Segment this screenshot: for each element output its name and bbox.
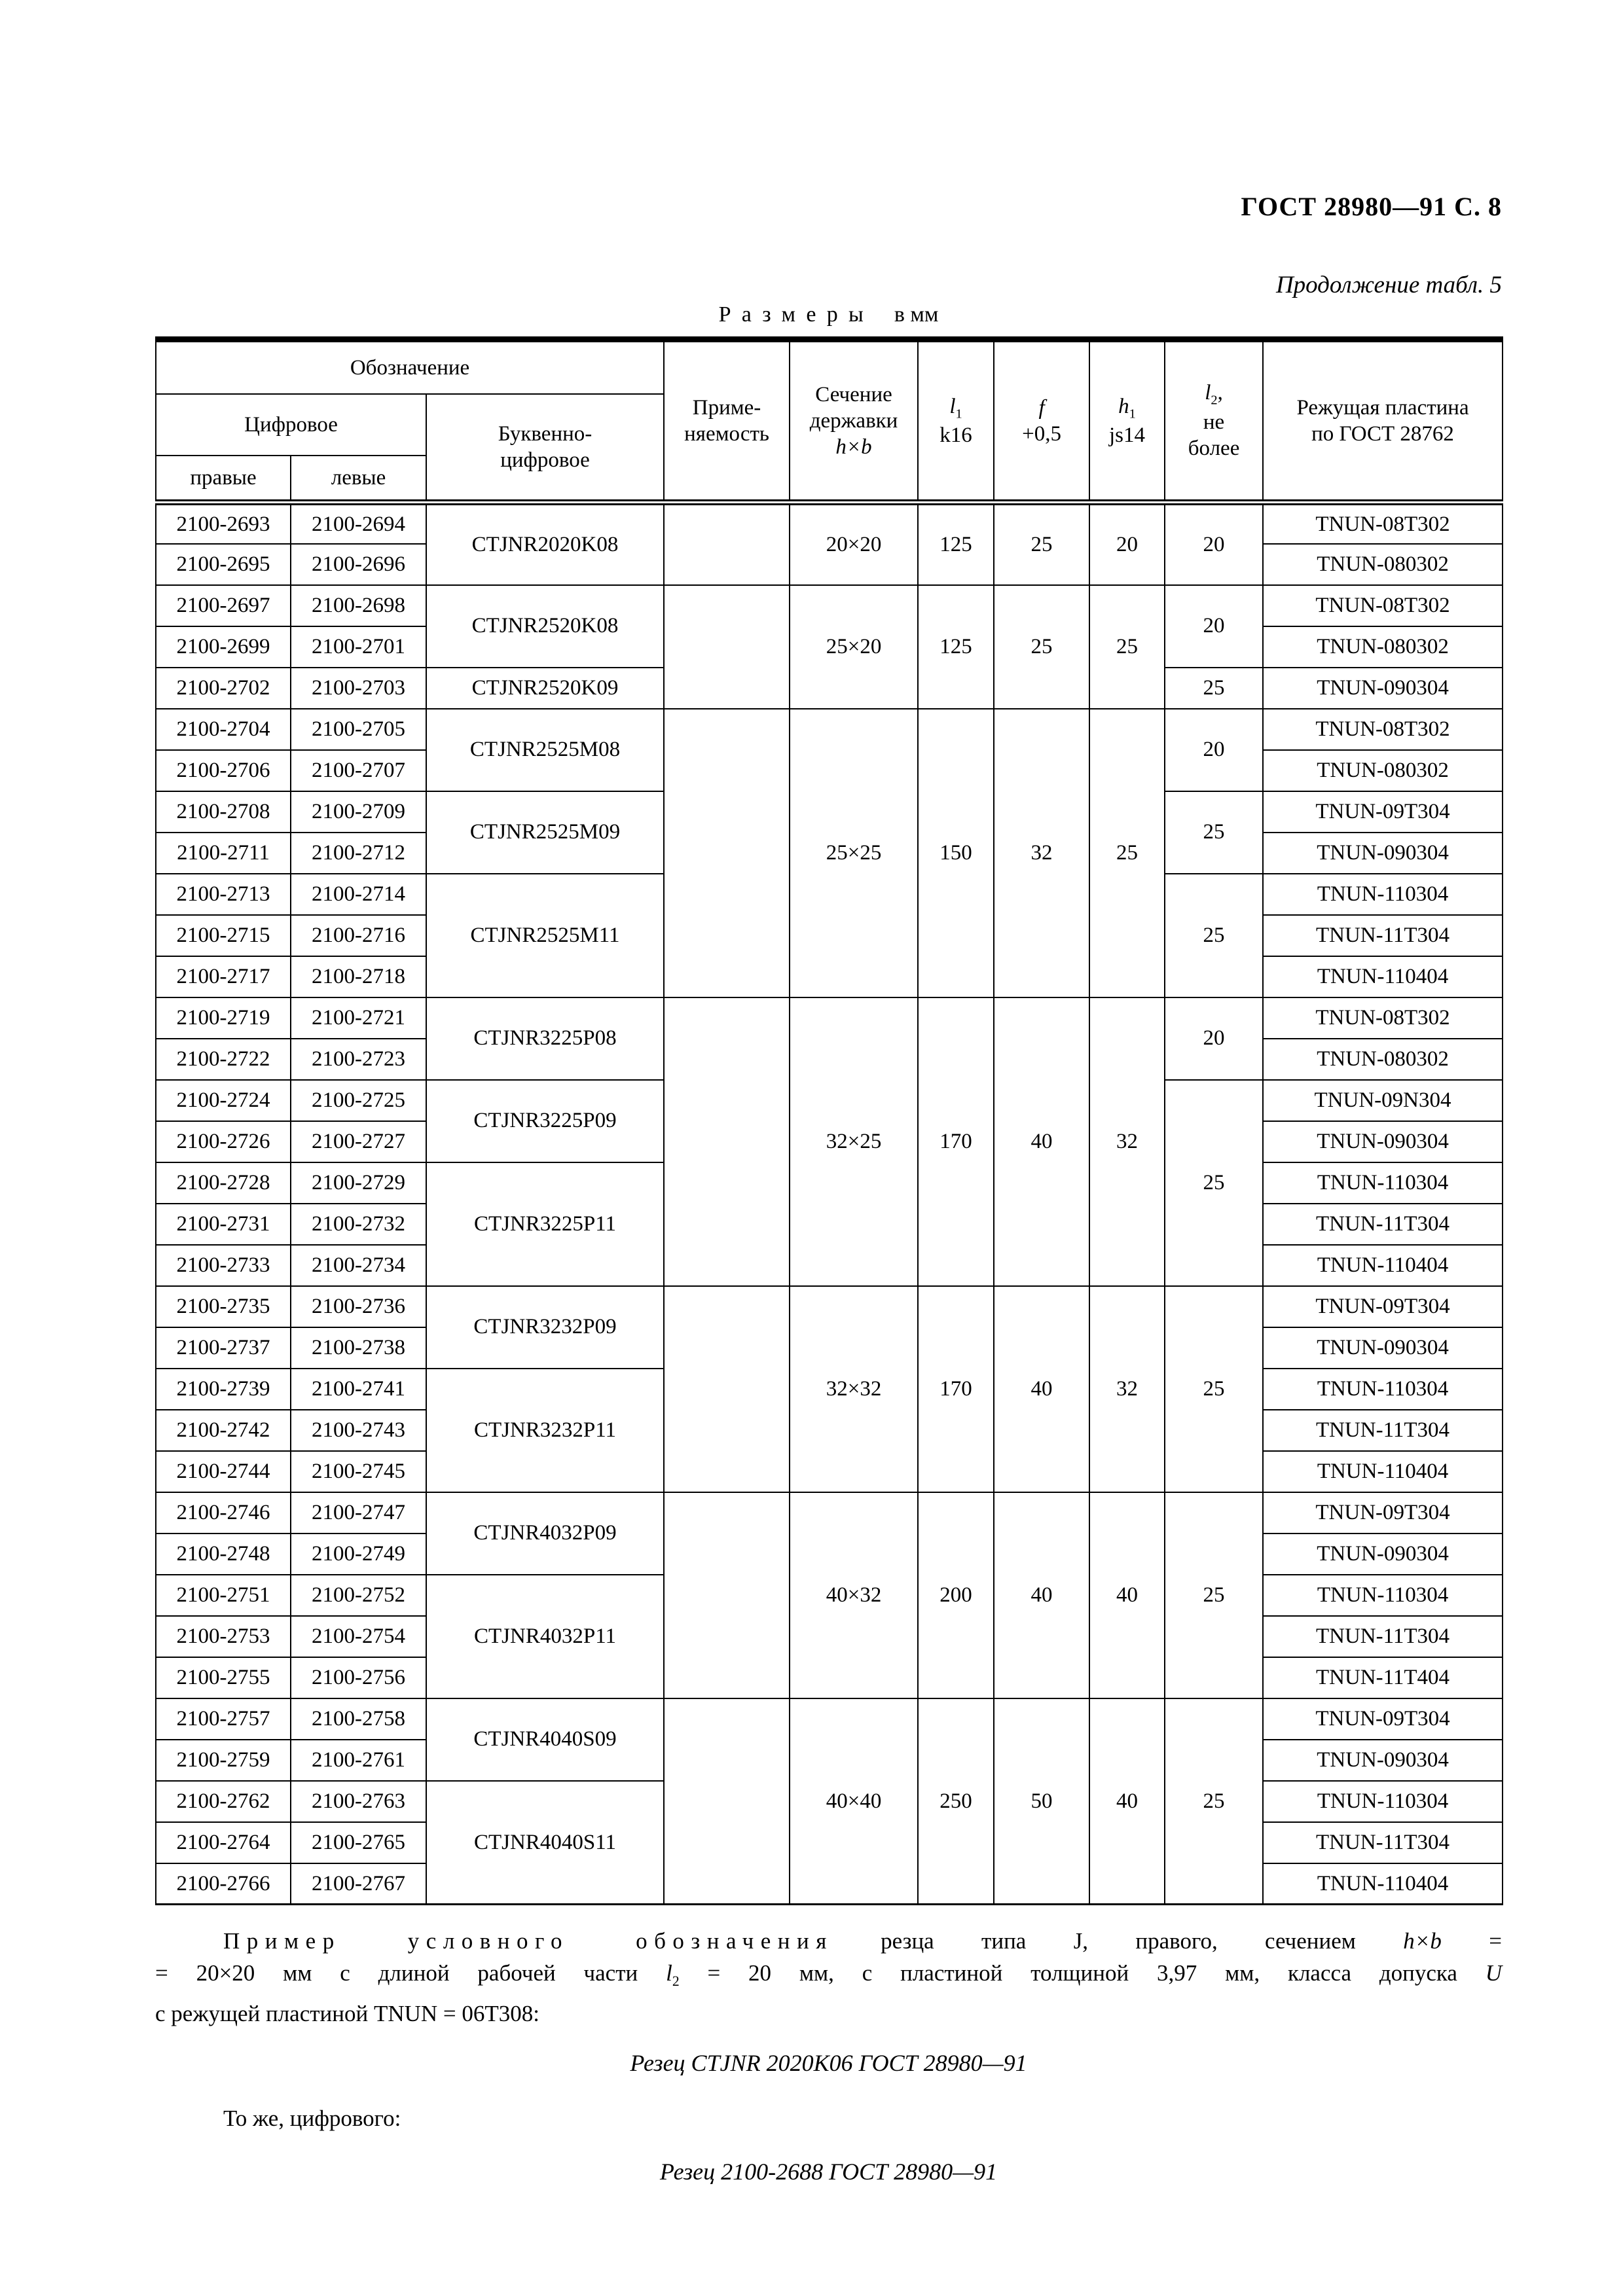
cell-designation-left: 2100-2705 [291,709,426,750]
cell-designation-right: 2100-2744 [156,1451,291,1492]
table-row [156,997,1503,1039]
table-continuation-note: Продолжение табл. 5 [1275,272,1502,298]
cell-plate: TNUN-08T302 [1263,585,1503,626]
cell-designation-right: 2100-2762 [156,1781,291,1822]
cell-designation-right: 2100-2753 [156,1616,291,1657]
col-header-right: правые [156,456,291,503]
cell-l2: 20 [1165,997,1263,1080]
cell-l1: 250 [918,1698,994,1905]
cell-designation-right: 2100-2739 [156,1369,291,1410]
cell-h1: 32 [1089,1286,1165,1492]
cell-h1: 20 [1089,503,1165,585]
cell-plate: TNUN-110304 [1263,1781,1503,1822]
cell-designation-left: 2100-2736 [291,1286,426,1327]
cell-h1: 40 [1089,1492,1165,1698]
cell-alphanumeric-designation: CTJNR2520K09 [426,668,664,709]
cell-l1: 150 [918,709,994,997]
cell-l2: 20 [1165,585,1263,668]
cell-plate: TNUN-090304 [1263,1740,1503,1781]
cell-plate: TNUN-09T304 [1263,791,1503,833]
cell-applicability [664,1492,790,1698]
cell-plate: TNUN-090304 [1263,1327,1503,1369]
dimensions-table [155,336,1503,1905]
table-row [156,1698,1503,1740]
cell-plate: TNUN-11T304 [1263,1822,1503,1863]
cell-plate: TNUN-11T304 [1263,1410,1503,1451]
cell-alphanumeric-designation: CTJNR2525M09 [426,791,664,874]
col-header-digital: Цифровое [156,394,426,456]
cell-l2: 25 [1165,1286,1263,1492]
table-row [156,709,1503,750]
cell-plate: TNUN-090304 [1263,1121,1503,1162]
cell-alphanumeric-designation: CTJNR4040S11 [426,1781,664,1905]
cell-plate: TNUN-08T302 [1263,997,1503,1039]
cell-plate: TNUN-090304 [1263,833,1503,874]
cell-l1: 170 [918,997,994,1286]
col-header-alphanumeric: Буквенно- цифровое [426,394,664,503]
cell-plate: TNUN-090304 [1263,1534,1503,1575]
same-digital-note: То же, цифрового: [223,2106,401,2131]
cell-designation-left: 2100-2721 [291,997,426,1039]
cell-designation-left: 2100-2734 [291,1245,426,1286]
cell-l2: 25 [1165,1698,1263,1905]
cell-applicability [664,709,790,997]
cell-designation-right: 2100-2702 [156,668,291,709]
cell-designation-right: 2100-2708 [156,791,291,833]
cell-designation-right: 2100-2764 [156,1822,291,1863]
cell-designation-left: 2100-2743 [291,1410,426,1451]
cell-designation-left: 2100-2729 [291,1162,426,1204]
table-row [156,1492,1503,1534]
cell-alphanumeric-designation: CTJNR3232P11 [426,1369,664,1492]
cell-plate: TNUN-080302 [1263,750,1503,791]
cell-designation-left: 2100-2765 [291,1822,426,1863]
cell-plate: TNUN-09T304 [1263,1492,1503,1534]
cell-designation-right: 2100-2733 [156,1245,291,1286]
cell-designation-left: 2100-2752 [291,1575,426,1616]
cell-section: 20×20 [790,503,918,585]
cell-designation-right: 2100-2711 [156,833,291,874]
cell-designation-left: 2100-2754 [291,1616,426,1657]
cell-designation-right: 2100-2722 [156,1039,291,1080]
cell-applicability [664,1286,790,1492]
cell-designation-right: 2100-2699 [156,626,291,668]
table-row [156,1286,1503,1327]
cell-designation-right: 2100-2742 [156,1410,291,1451]
cell-alphanumeric-designation: CTJNR2520K08 [426,585,664,668]
cell-plate: TNUN-09N304 [1263,1080,1503,1121]
cell-plate: TNUN-11T404 [1263,1657,1503,1698]
cell-designation-right: 2100-2726 [156,1121,291,1162]
cell-plate: TNUN-110404 [1263,1863,1503,1905]
cell-l2: 25 [1165,1492,1263,1698]
cell-section: 40×32 [790,1492,918,1698]
cell-designation-right: 2100-2704 [156,709,291,750]
cell-designation-left: 2100-2703 [291,668,426,709]
cell-applicability [664,1698,790,1905]
page-content [155,336,1502,2185]
units-word: Размеры [718,302,875,327]
cell-designation-right: 2100-2751 [156,1575,291,1616]
col-header-plate: Режущая пластина по ГОСТ 28762 [1263,340,1503,503]
cell-l2: 20 [1165,709,1263,791]
example-line-3: с режущей пластиной TNUN = 06T308: [155,2001,540,2026]
example-line-2: = 20×20 мм с длиной рабочей части $l_2 = 20$ мм, с пластиной толщиной 3,97 мм, класса допуска U [155,1960,1503,1989]
cell-plate: TNUN-08T302 [1263,709,1503,750]
cell-alphanumeric-designation: CTJNR3232P09 [426,1286,664,1369]
cell-designation-right: 2100-2713 [156,874,291,915]
cell-plate: TNUN-08T302 [1263,503,1503,544]
cell-f: 25 [994,585,1089,709]
cell-applicability [664,997,790,1286]
col-header-h1: $h_1$ js14 [1089,340,1165,503]
col-header-left: левые [291,456,426,503]
cell-alphanumeric-designation: CTJNR4032P11 [426,1575,664,1698]
cell-designation-right: 2100-2719 [156,997,291,1039]
col-header-section: Сечение державки h×b [790,340,918,503]
cell-designation-right: 2100-2746 [156,1492,291,1534]
cell-designation-right: 2100-2715 [156,915,291,956]
cell-designation-left: 2100-2745 [291,1451,426,1492]
cell-section: 25×20 [790,585,918,709]
units-rest: в мм [894,302,939,327]
cell-plate: TNUN-09T304 [1263,1698,1503,1740]
cell-designation-left: 2100-2763 [291,1781,426,1822]
cell-designation-left: 2100-2749 [291,1534,426,1575]
cell-designation-right: 2100-2731 [156,1204,291,1245]
cell-l2: 25 [1165,1080,1263,1286]
cell-designation-right: 2100-2748 [156,1534,291,1575]
cell-plate: TNUN-09T304 [1263,1286,1503,1327]
designation-digital: Резец 2100-2688 ГОСТ 28980—91 [659,2159,998,2185]
example-note [155,1925,1502,2185]
cell-h1: 25 [1089,585,1165,709]
cell-f: 50 [994,1698,1089,1905]
cell-alphanumeric-designation: CTJNR4032P09 [426,1492,664,1575]
cell-designation-left: 2100-2709 [291,791,426,833]
designation-alphanumeric: Резец CTJNR 2020K06 ГОСТ 28980—91 [630,2050,1027,2076]
cell-l1: 170 [918,1286,994,1492]
col-header-applicability: Приме- няемость [664,340,790,503]
cell-plate: TNUN-110404 [1263,1451,1503,1492]
cell-plate: TNUN-110404 [1263,956,1503,997]
cell-section: 32×25 [790,997,918,1286]
cell-designation-right: 2100-2693 [156,503,291,544]
cell-h1: 40 [1089,1698,1165,1905]
cell-designation-left: 2100-2725 [291,1080,426,1121]
cell-l2: 25 [1165,874,1263,997]
cell-plate: TNUN-110304 [1263,1575,1503,1616]
cell-applicability [664,585,790,709]
cell-plate: TNUN-080302 [1263,544,1503,585]
cell-alphanumeric-designation: CTJNR4040S09 [426,1698,664,1781]
cell-designation-left: 2100-2732 [291,1204,426,1245]
cell-designation-right: 2100-2717 [156,956,291,997]
cell-section: 25×25 [790,709,918,997]
cell-designation-right: 2100-2695 [156,544,291,585]
cell-l2: 25 [1165,791,1263,874]
cell-designation-right: 2100-2759 [156,1740,291,1781]
cell-designation-left: 2100-2694 [291,503,426,544]
table-header [156,340,1503,503]
cell-designation-left: 2100-2698 [291,585,426,626]
cell-l2: 20 [1165,503,1263,585]
cell-plate: TNUN-110304 [1263,1162,1503,1204]
cell-designation-right: 2100-2735 [156,1286,291,1327]
cell-plate: TNUN-080302 [1263,626,1503,668]
cell-designation-left: 2100-2741 [291,1369,426,1410]
example-line-1: Пример условного обозначения резца типа J, правого, сечением h×b = [223,1928,1502,1954]
cell-f: 40 [994,1286,1089,1492]
cell-designation-left: 2100-2758 [291,1698,426,1740]
cell-plate: TNUN-11T304 [1263,1616,1503,1657]
cell-plate: TNUN-110304 [1263,1369,1503,1410]
cell-plate: TNUN-11T304 [1263,915,1503,956]
cell-designation-left: 2100-2723 [291,1039,426,1080]
cell-h1: 25 [1089,709,1165,997]
cell-designation-left: 2100-2716 [291,915,426,956]
table-body [156,503,1503,1905]
cell-alphanumeric-designation: CTJNR3225P09 [426,1080,664,1162]
cell-f: 40 [994,997,1089,1286]
cell-designation-right: 2100-2697 [156,585,291,626]
cell-alphanumeric-designation: CTJNR3225P08 [426,997,664,1080]
cell-l1: 125 [918,503,994,585]
cell-designation-left: 2100-2756 [291,1657,426,1698]
col-header-designation: Обозначение [156,340,664,395]
cell-designation-left: 2100-2701 [291,626,426,668]
col-header-f: f +0,5 [994,340,1089,503]
cell-h1: 32 [1089,997,1165,1286]
cell-l1: 125 [918,585,994,709]
cell-designation-right: 2100-2724 [156,1080,291,1121]
cell-designation-left: 2100-2738 [291,1327,426,1369]
cell-designation-right: 2100-2728 [156,1162,291,1204]
cell-f: 32 [994,709,1089,997]
cell-designation-left: 2100-2718 [291,956,426,997]
cell-l1: 200 [918,1492,994,1698]
cell-designation-left: 2100-2747 [291,1492,426,1534]
cell-f: 40 [994,1492,1089,1698]
cell-designation-left: 2100-2727 [291,1121,426,1162]
cell-plate: TNUN-110404 [1263,1245,1503,1286]
cell-f: 25 [994,503,1089,585]
cell-alphanumeric-designation: CTJNR2525M08 [426,709,664,791]
cell-plate: TNUN-11T304 [1263,1204,1503,1245]
cell-l2: 25 [1165,668,1263,709]
cell-alphanumeric-designation: CTJNR3225P11 [426,1162,664,1286]
table-row [156,503,1503,544]
col-header-l1: $l_1$ k16 [918,340,994,503]
table-row [156,585,1503,626]
cell-designation-left: 2100-2707 [291,750,426,791]
cell-alphanumeric-designation: CTJNR2020K08 [426,503,664,585]
cell-plate: TNUN-110304 [1263,874,1503,915]
cell-designation-right: 2100-2755 [156,1657,291,1698]
cell-designation-right: 2100-2737 [156,1327,291,1369]
col-header-l2: $l_2$, не более [1165,340,1263,503]
cell-plate: TNUN-090304 [1263,668,1503,709]
cell-section: 32×32 [790,1286,918,1492]
cell-designation-left: 2100-2714 [291,874,426,915]
cell-designation-right: 2100-2766 [156,1863,291,1905]
cell-designation-right: 2100-2706 [156,750,291,791]
cell-plate: TNUN-080302 [1263,1039,1503,1080]
cell-applicability [664,503,790,585]
cell-designation-right: 2100-2757 [156,1698,291,1740]
cell-designation-left: 2100-2767 [291,1863,426,1905]
cell-designation-left: 2100-2712 [291,833,426,874]
cell-section: 40×40 [790,1698,918,1905]
cell-alphanumeric-designation: CTJNR2525M11 [426,874,664,997]
cell-designation-left: 2100-2761 [291,1740,426,1781]
cell-designation-left: 2100-2696 [291,544,426,585]
units-note [155,302,1502,327]
page-title: ГОСТ 28980—91 С. 8 [1241,192,1502,221]
